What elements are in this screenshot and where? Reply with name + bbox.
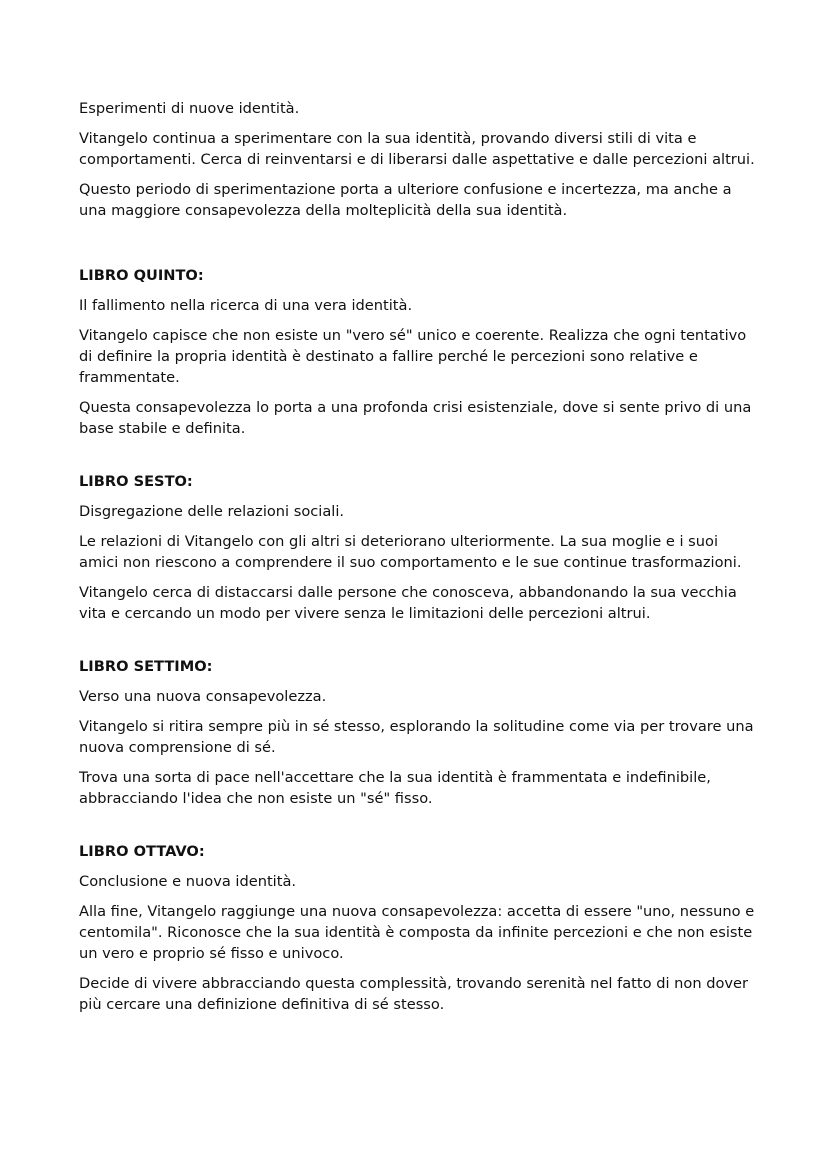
section-libro-sesto bbox=[79, 471, 759, 624]
section-libro-quinto bbox=[79, 265, 759, 439]
section-subtitle: Disgregazione delle relazioni sociali. bbox=[79, 503, 345, 520]
section-subtitle: Il fallimento nella ricerca di una vera identità. bbox=[79, 297, 413, 314]
section-paragraph: Le relazioni di Vitangelo con gli altri si deteriorano ulteriormente. La sua moglie e i suoi amici non riescono a comprendere il suo comportamento e le sue continue trasformazioni. bbox=[79, 533, 742, 571]
section-paragraph: Vitangelo si ritira sempre più in sé stesso, esplorando la solitudine come via per trovare una nuova comprensione di sé. bbox=[79, 718, 754, 756]
section-paragraph: Trova una sorta di pace nell'accettare che la sua identità è frammentata e indefinibile, abbracciando l'idea che non esiste un "sé" fisso. bbox=[79, 769, 711, 807]
section-heading: LIBRO SETTIMO: bbox=[79, 658, 213, 675]
intro-subtitle: Esperimenti di nuove identità. bbox=[79, 100, 300, 117]
intro-paragraph-1: Vitangelo continua a sperimentare con la sua identità, provando diversi stili di vita e comportamenti. Cerca di reinventarsi e di liberarsi dalle aspettative e dalle percezioni altrui. bbox=[79, 130, 755, 168]
intro-section bbox=[79, 98, 759, 221]
section-paragraph: Vitangelo cerca di distaccarsi dalle persone che conosceva, abbandonando la sua vecchia vita e cercando un modo per vivere senza le limitazioni delle percezioni altrui. bbox=[79, 584, 737, 622]
section-libro-settimo bbox=[79, 656, 759, 809]
document-page bbox=[79, 98, 759, 1024]
section-subtitle: Verso una nuova consapevolezza. bbox=[79, 688, 327, 705]
section-paragraph: Questa consapevolezza lo porta a una profonda crisi esistenziale, dove si sente privo di una base stabile e definita. bbox=[79, 399, 752, 437]
section-heading: LIBRO QUINTO: bbox=[79, 267, 204, 284]
section-subtitle: Conclusione e nuova identità. bbox=[79, 873, 297, 890]
section-libro-ottavo bbox=[79, 841, 759, 1015]
section-paragraph: Decide di vivere abbracciando questa complessità, trovando serenità nel fatto di non dover più cercare una definizione definitiva di sé stesso. bbox=[79, 975, 749, 1013]
section-heading: LIBRO SESTO: bbox=[79, 473, 193, 490]
intro-paragraph-2: Questo periodo di sperimentazione porta a ulteriore confusione e incertezza, ma anche a una maggiore consapevolezza della molteplicità della sua identità. bbox=[79, 181, 732, 219]
section-paragraph: Alla fine, Vitangelo raggiunge una nuova consapevolezza: accetta di essere "uno, nessuno e centomila". Riconosce che la sua identità è composta da infinite percezioni e che non esiste un vero e proprio sé fisso e univoco. bbox=[79, 903, 755, 962]
section-heading: LIBRO OTTAVO: bbox=[79, 843, 205, 860]
section-paragraph: Vitangelo capisce che non esiste un "vero sé" unico e coerente. Realizza che ogni tentativo di definire la propria identità è destinato a fallire perché le percezioni sono relative e frammentate. bbox=[79, 327, 747, 386]
